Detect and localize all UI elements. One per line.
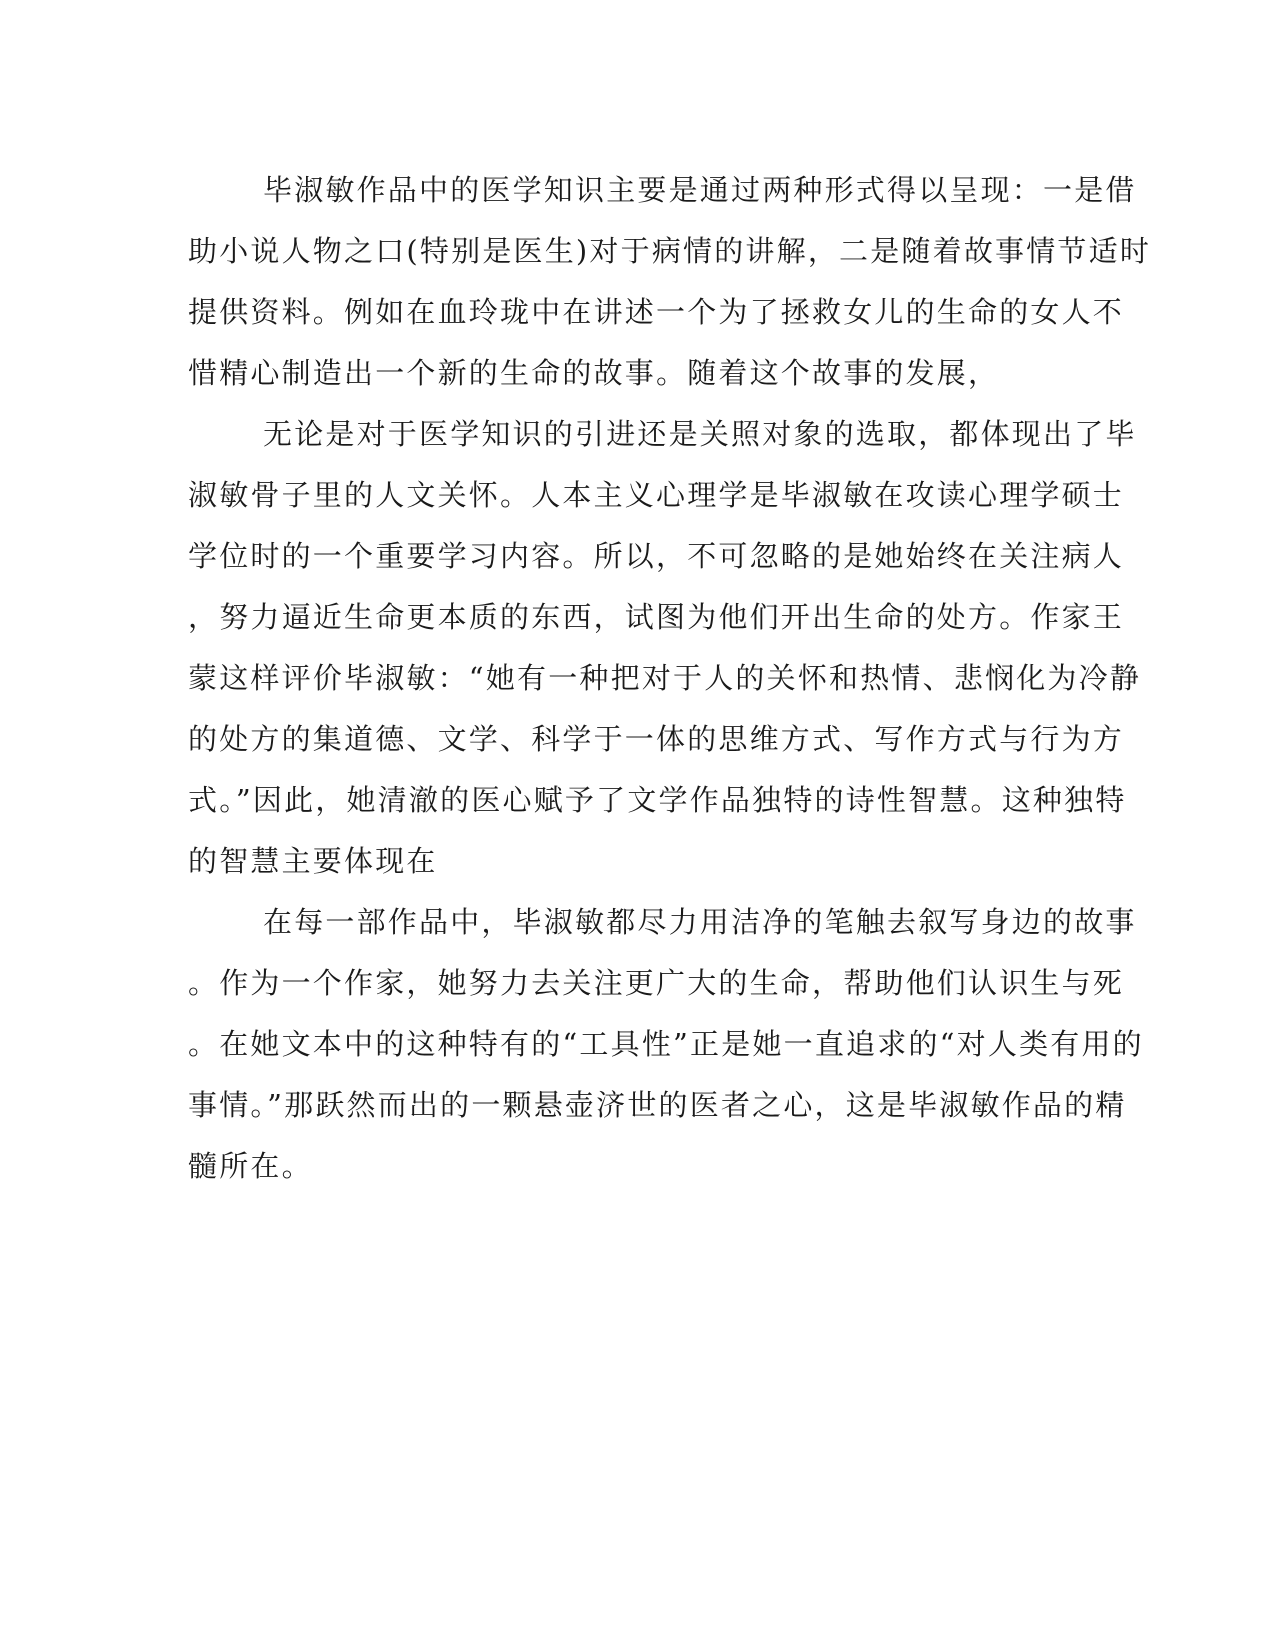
text-line: 。在她文本中的这种特有的“工具性”正是她一直追求的“对人类有用的	[188, 1027, 1144, 1061]
document-body	[188, 160, 1152, 1197]
text-line: 淑敏骨子里的人文关怀。人本主义心理学是毕淑敏在攻读心理学硕士	[188, 478, 1125, 512]
text-line: 的智慧主要体现在	[188, 844, 438, 878]
text-line: 提供资料。例如在血玲珑中在讲述一个为了拯救女儿的生命的女人不	[188, 295, 1125, 329]
paragraph-2	[188, 404, 1142, 892]
text-line: 学位时的一个重要学习内容。所以，不可忽略的是她始终在关注病人	[188, 539, 1125, 573]
text-line: 助小说人物之口(特别是医生)对于病情的讲解，二是随着故事情节适时	[188, 234, 1152, 268]
text-line: ，努力逼近生命更本质的东西，试图为他们开出生命的处方。作家王	[188, 600, 1125, 634]
text-line: 式。”因此，她清澈的医心赋予了文学作品独特的诗性智慧。这种独特	[188, 783, 1127, 817]
text-line: 。作为一个作家，她努力去关注更广大的生命，帮助他们认识生与死	[188, 966, 1125, 1000]
text-line: 惜精心制造出一个新的生命的故事。随着这个故事的发展，	[188, 356, 1000, 390]
text-line: 的处方的集道德、文学、科学于一体的思维方式、写作方式与行为方	[188, 722, 1125, 756]
text-line: 髓所在。	[188, 1149, 313, 1183]
paragraph-1	[188, 160, 1152, 404]
text-line: 毕淑敏作品中的医学知识主要是通过两种形式得以呈现：一是借	[263, 173, 1137, 207]
text-line: 无论是对于医学知识的引进还是关照对象的选取，都体现出了毕	[263, 417, 1137, 451]
text-line: 蒙这样评价毕淑敏：“她有一种把对于人的关怀和热情、悲悯化为冷静	[188, 661, 1142, 695]
text-line: 在每一部作品中，毕淑敏都尽力用洁净的笔触去叙写身边的故事	[263, 905, 1137, 939]
paragraph-3	[188, 892, 1144, 1197]
text-line: 事情。”那跃然而出的一颗悬壶济世的医者之心，这是毕淑敏作品的精	[188, 1088, 1127, 1122]
